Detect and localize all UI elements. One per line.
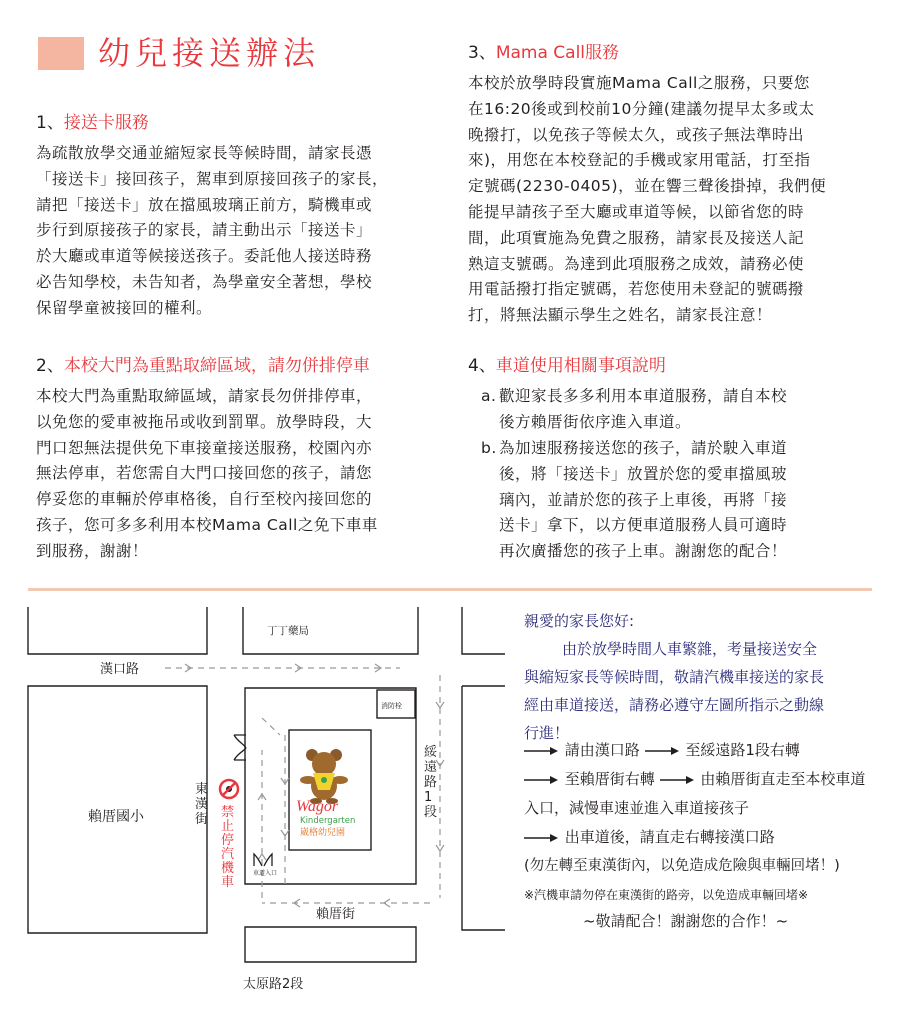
section-2-number: 2、	[36, 356, 64, 376]
driveway-entrance-label: 車道入口	[253, 870, 278, 877]
logo-school-name: 崴格幼兒園	[300, 828, 346, 838]
route-instructions	[524, 736, 900, 881]
section-3-heading	[468, 38, 619, 63]
section-1-number: 1、	[36, 113, 64, 133]
text-line: 來)，用您在本校登記的手機或家用電話，打至指	[468, 151, 811, 170]
title-decoration	[38, 37, 84, 70]
section-3-number: 3、	[468, 43, 496, 63]
route-text: 出車道後，請直走右轉接漢口路	[564, 828, 775, 846]
laicuo-street-label: 賴厝街	[316, 907, 356, 922]
notice-line: 行進！	[524, 724, 570, 742]
text-line: 必告知學校，未告知者，為學童安全著想，學校	[36, 272, 373, 291]
section-1-body	[36, 141, 446, 322]
section-4-item-b	[481, 436, 891, 565]
map-road-edge	[462, 686, 505, 930]
laicuo-school-label: 賴厝國小	[88, 809, 144, 825]
text-line: 「接送卡」接回孩子，駕車到原接回孩子的家長，	[36, 169, 389, 188]
page-title: 幼兒接送辦法	[98, 34, 321, 72]
bear-mascot-icon	[300, 749, 348, 804]
section-divider	[28, 588, 872, 591]
text-line: 送卡」拿下，以方便車道服務人員可適時	[499, 516, 788, 535]
hankou-road-label: 漢口路	[100, 662, 140, 677]
text-line: 定號碼(2230-0405)，並在響三聲後掛掉，我們便	[468, 177, 827, 196]
suiyuan-road-label: 綏遠路1段	[424, 745, 438, 820]
fire-hydrant-label: 消防栓	[381, 702, 402, 710]
text-line: 間，此項實施為免費之服務，請家長及接送人記	[468, 228, 805, 247]
text-line: 能提早請孩子至大廳或車道等候，以節省您的時	[468, 202, 805, 221]
text-line: 本校大門為重點取締區域，請家長勿併排停車，	[36, 387, 373, 405]
route-warning: (勿左轉至東漢街內，以免造成危險與車輛回堵！)	[524, 858, 840, 874]
text-line: 保留學童被接回的權利。	[36, 298, 213, 317]
item-marker: a.	[481, 387, 497, 405]
section-1-title: 接送卡服務	[63, 113, 149, 133]
thanks-text: ~敬請配合！謝謝您的合作！~	[583, 912, 789, 930]
text-line: 在16:20後或到校前10分鐘(建議勿提早太多或太	[468, 99, 815, 118]
text-line: 後，將「接送卡」放置於您的愛車擋風玻	[499, 464, 788, 483]
section-4-title: 車道使用相關事項說明	[495, 356, 666, 376]
arrow-right-icon	[524, 833, 560, 843]
text-line: 本校於放學時段實施Mama Call之服務，只要您	[468, 74, 810, 92]
text-line: 後方賴厝街依序進入車道。	[499, 412, 692, 431]
notice-greeting: 親愛的家長您好:	[524, 612, 635, 630]
section-1-heading	[36, 108, 149, 133]
text-line: 門口恕無法提供免下車接童接送服務，校園內亦	[36, 438, 373, 457]
text-line: 孩子，您可多多利用本校Mama Call之免下車車	[36, 515, 378, 534]
no-parking-label: 禁止停汽機車	[221, 805, 235, 890]
gate-top-icon	[234, 735, 246, 760]
text-line: 請把「接送卡」放在擋風玻璃正前方，騎機車或	[36, 195, 373, 214]
dongxi-street-label: 東漢街	[195, 782, 209, 827]
route-text: 入口，減慢車速並進入車道接孩子	[524, 799, 750, 817]
arrow-right-icon	[524, 775, 560, 785]
route-step-1	[524, 736, 900, 765]
no-parking-icon	[220, 780, 238, 798]
arrow-right-icon	[645, 746, 681, 756]
taiyuan-road-label: 太原路2段	[243, 977, 304, 992]
text-line: 歡迎家長多多利用本車道服務，請自本校	[499, 387, 788, 405]
route-text: 由賴厝街直走至本校車道	[700, 770, 866, 788]
text-line: 為疏散放學交通並縮短家長等候時間，請家長憑	[36, 144, 373, 162]
pharmacy-label: 丁丁藥局	[267, 625, 309, 637]
text-line: 晚撥打，以免孩子等候太久，或孩子無法準時出	[468, 125, 805, 144]
logo-kindergarten-text: Kindergarten	[300, 816, 356, 826]
item-marker: b.	[481, 439, 497, 457]
text-line: 璃內，並請於您的孩子上車後，再將「接	[499, 490, 788, 509]
arrow-right-icon	[524, 746, 560, 756]
section-2-body	[36, 384, 446, 565]
route-text: 至綏遠路1段右轉	[685, 741, 800, 759]
arrow-right-icon	[660, 775, 696, 785]
section-4-heading	[468, 351, 666, 376]
section-3-title: Mama Call服務	[495, 43, 620, 63]
notice-panel	[524, 607, 896, 747]
text-line: 打，將無法顯示學生之姓名，請家長注意！	[468, 306, 773, 325]
text-line: 到服務，謝謝！	[36, 541, 149, 560]
notice-line: 由於放學時間人車繁雜，考量接送安全	[562, 640, 818, 658]
map-road-edge	[28, 607, 207, 654]
route-text: 至賴厝街右轉	[564, 770, 655, 788]
text-line: 於大廳或車道等候接送孩子。委託他人接送時務	[36, 247, 373, 266]
route-step-3	[524, 823, 900, 852]
text-line: 步行到原接孩子的家長，請主動出示「接送卡」	[36, 221, 373, 240]
notice-line: 經由車道接送，請務必遵守左圖所指示之動線	[524, 696, 825, 714]
logo-wagor-text: Wagor	[296, 798, 339, 815]
parking-note: ※汽機車請勿停在東漢街的路旁，以免造成車輛回堵※	[524, 888, 809, 902]
notice-line: 與縮短家長等候時間，敬請汽機車接送的家長	[524, 668, 825, 686]
text-line: 再次廣播您的孩子上車。謝謝您的配合！	[499, 542, 788, 561]
text-line: 停妥您的車輛於停車格後，自行至校內接回您的	[36, 490, 373, 509]
section-2-heading	[36, 351, 370, 376]
text-line: 為加速服務接送您的孩子，請於駛入車道	[499, 439, 788, 457]
text-line: 用電話撥打指定號碼，若您使用未登記的號碼撥	[468, 280, 805, 299]
text-line: 熟這支號碼。為達到此項服務之成效，請務必使	[468, 254, 805, 273]
section-2-title: 本校大門為重點取締區域，請勿併排停車	[63, 356, 370, 376]
bottom-block	[245, 927, 416, 962]
section-3-body	[468, 71, 888, 329]
text-line: 以免您的愛車被拖吊或收到罰單。放學時段，大	[36, 412, 373, 431]
map-road-edge	[462, 607, 505, 654]
route-text: 請由漢口路	[564, 741, 640, 759]
text-line: 無法停車，若您需自大門口接回您的孩子，請您	[36, 464, 373, 483]
section-4-number: 4、	[468, 356, 496, 376]
route-step-2	[524, 765, 900, 794]
section-4-item-a	[481, 384, 891, 436]
